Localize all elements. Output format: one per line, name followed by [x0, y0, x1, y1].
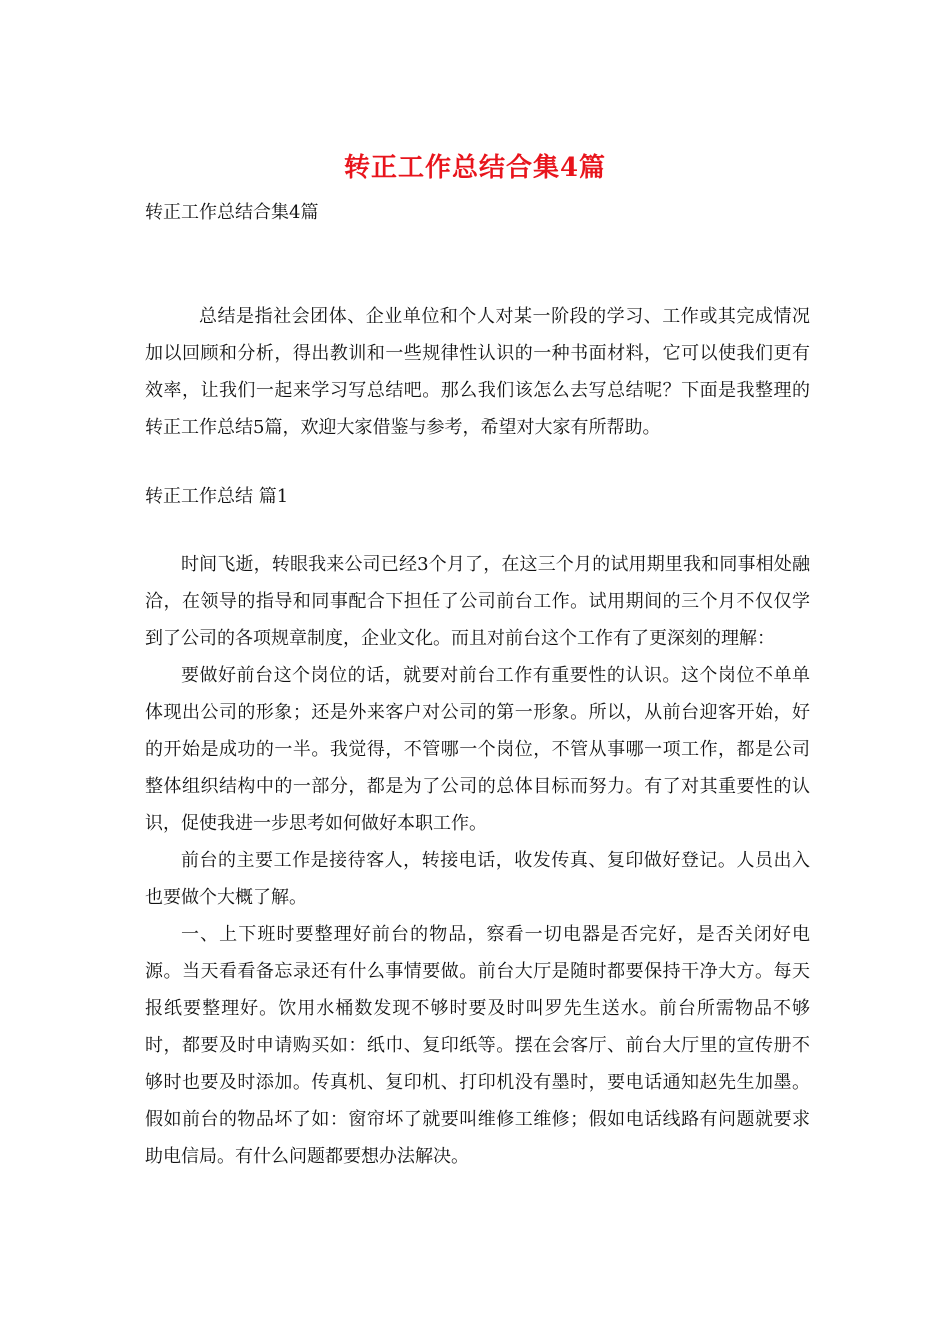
section-heading: 转正工作总结 篇1 [145, 486, 289, 507]
body-paragraph: 一、上下班时要整理好前台的物品，察看一切电器是否完好，是否关闭好电源。当天看看备忘录还有什么事情要做。前台大厅是随时都要保持干净大方。每天报纸要整理好。饮用水桶数发现不够时要及时叫罗先生送水。前台所需物品不够时，都要及时申请购买如：纸巾、复印纸等。摆在会客厅、前台大厅里的宣传册不够时也要及时添加。传真机、复印机、打印机没有墨时，要电话通知赵先生加墨。假如前台的物品坏了如：窗帘坏了就要叫维修工维修；假如电话线路有问题就要求助电信局。有什么问题都要想办法解决。 [145, 924, 810, 1167]
document-title: 转正工作总结合集4篇 [343, 153, 607, 183]
intro-paragraph: 总结是指社会团体、企业单位和个人对某一阶段的学习、工作或其完成情况加以回顾和分析，得出教训和一些规律性认识的一种书面材料，它可以使我们更有效率，让我们一起来学习写总结吧。那么我们该怎么去写总结呢？下面是我整理的转正工作总结5篇，欢迎大家借鉴与参考，希望对大家有所帮助。 [145, 306, 810, 438]
document-subtitle: 转正工作总结合集4篇 [145, 202, 319, 223]
intro-block [145, 298, 810, 446]
body-paragraph: 前台的主要工作是接待客人，转接电话，收发传真、复印做好登记。人员出入也要做个大概了解。 [145, 850, 810, 908]
section-body [145, 546, 810, 1175]
body-paragraph: 时间飞逝，转眼我来公司已经3个月了，在这三个月的试用期里我和同事相处融洽，在领导的指导和同事配合下担任了公司前台工作。试用期间的三个月不仅仅学到了公司的各项规章制度，企业文化。而且对前台这个工作有了更深刻的理解： [145, 554, 810, 649]
body-paragraph: 要做好前台这个岗位的话，就要对前台工作有重要性的认识。这个岗位不单单体现出公司的形象；还是外来客户对公司的第一形象。所以，从前台迎客开始，好的开始是成功的一半。我觉得，不管哪一个岗位，不管从事哪一项工作，都是公司整体组织结构中的一部分，都是为了公司的总体目标而努力。有了对其重要性的认识，促使我进一步思考如何做好本职工作。 [145, 665, 810, 834]
